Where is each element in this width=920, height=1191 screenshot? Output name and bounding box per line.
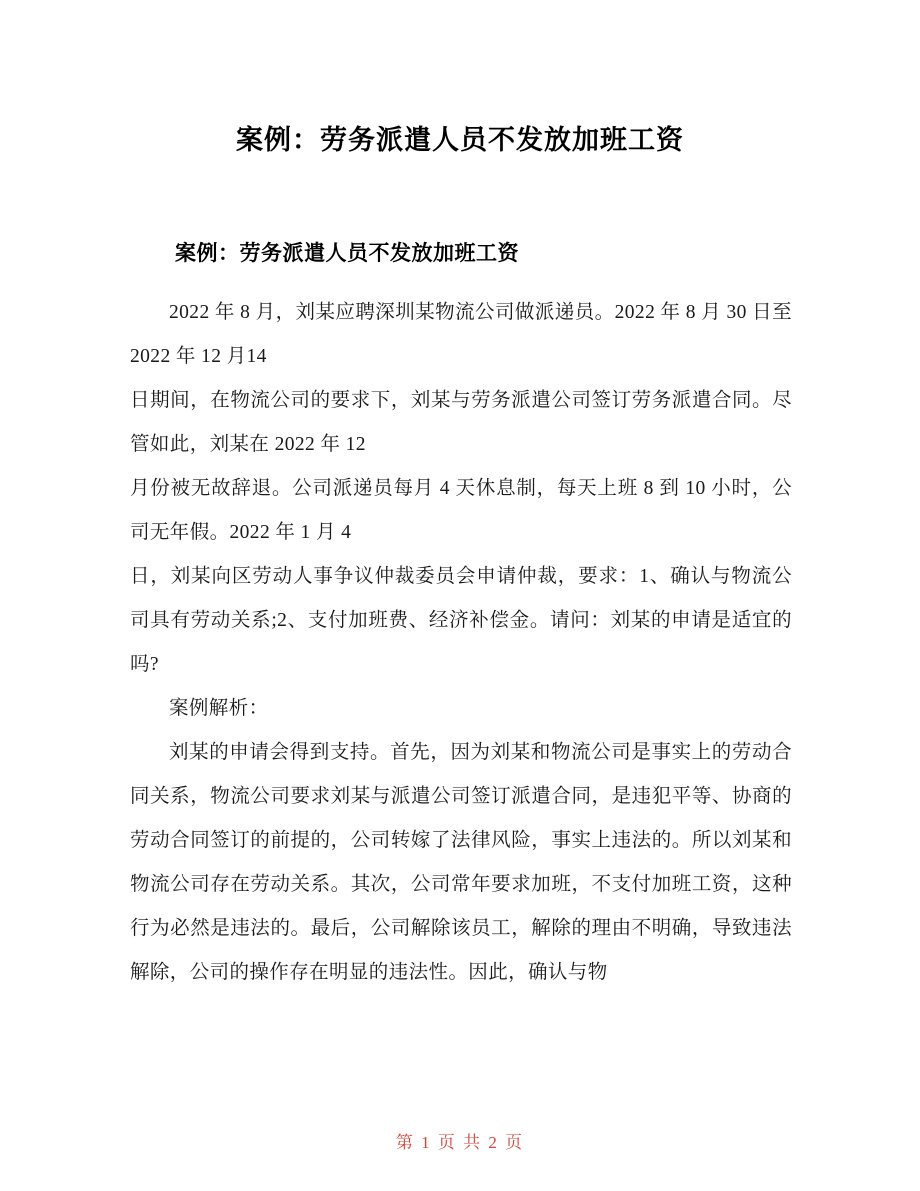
section-heading: 案例：劳务派遣人员不发放加班工资 <box>175 241 519 265</box>
paragraph: 2022 年 8 月，刘某应聘深圳某物流公司做派递员。2022 年 8 月 30 日至 2022 年 12 月14 <box>130 302 792 367</box>
document-body <box>0 267 920 995</box>
paragraph: 月份被无故辞退。公司派递员每月 4 天休息制，每天上班 8 到 10 小时，公司无年假。2022 年 1 月 4 <box>130 478 792 543</box>
page-title: 案例：劳务派遣人员不发放加班工资 <box>236 125 684 156</box>
paragraph: 刘某的申请会得到支持。首先，因为刘某和物流公司是事实上的劳动合同关系，物流公司要求刘某与派遣公司签订派遣合同，是违犯平等、协商的劳动合同签订的前提的，公司转嫁了法律风险，事实上违法的。所以刘某和物流公司存在劳动关系。其次，公司常年要求加班，不支付加班工资，这种行为必然是违法的。最后，公司解除该员工，解除的理由不明确，导致违法解除，公司的操作存在明显的违法性。因此，确认与物 <box>130 742 792 983</box>
paragraph: 日期间，在物流公司的要求下，刘某与劳务派遣公司签订劳务派遣合同。尽管如此，刘某在 2022 年 12 <box>130 390 792 455</box>
paragraph: 日，刘某向区劳动人事争议仲裁委员会申请仲裁，要求：1、确认与物流公司具有劳动关系;2、支付加班费、经济补偿金。请问：刘某的申请是适宜的吗? <box>130 566 792 675</box>
paragraph: 案例解析： <box>169 698 269 719</box>
page-footer: 第 1 页 共 2 页 <box>395 1133 525 1152</box>
